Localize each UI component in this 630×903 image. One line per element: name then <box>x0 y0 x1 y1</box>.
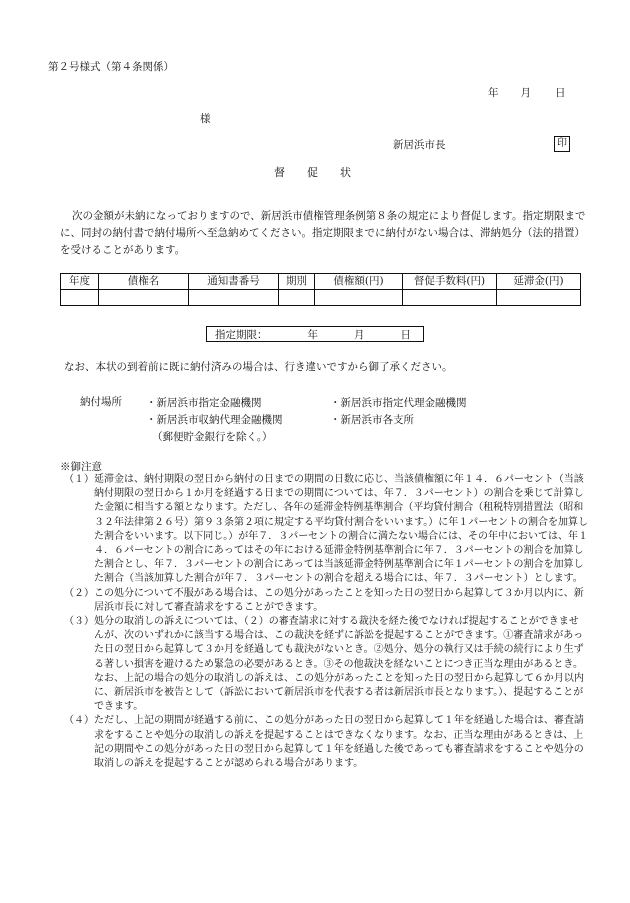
deadline-box <box>206 326 424 342</box>
note-item <box>64 473 588 587</box>
issue-date <box>488 86 566 101</box>
col-header: 延滞金(円) <box>497 274 581 290</box>
table-row <box>61 290 581 306</box>
payment-place-item: ・新居浜市指定代理金融機関 <box>330 397 467 409</box>
table-cell <box>403 290 497 306</box>
col-header: 督促手数料(円) <box>403 274 497 290</box>
payment-place-list <box>146 395 283 446</box>
payment-place-item: ・新居浜市指定金融機関 <box>146 397 262 409</box>
form-number: 第２号様式（第４条関係） <box>48 61 174 73</box>
deadline-label: 指定期限： <box>215 329 268 341</box>
deadline-day: 日 <box>400 329 411 341</box>
issuer-name: 新居浜市長 <box>393 139 446 151</box>
payment-place-item: ・新居浜市各支所 <box>330 414 414 426</box>
date-month: 月 <box>520 87 531 99</box>
col-header: 債権名 <box>99 274 189 290</box>
deadline-month: 月 <box>354 329 365 341</box>
payment-place-item: （郵便貯金銀行を除く。） <box>152 431 273 443</box>
payment-place-item: ・新居浜市収納代理金融機関 <box>146 414 283 426</box>
col-header: 債権額(円) <box>315 274 403 290</box>
col-header: 年度 <box>61 274 99 290</box>
note-text: 処分の取消しの訴えについては、（２）の審査請求に対する裁決を経た後でなければ提起することができませんが、次のいずれかに該当する場合は、この裁決を経ずに訴訟を提起することができます。①審査請求があった日の翌日から起算して３か月を経過しても裁決がないとき。②処分、処分の執行又は手続の続行により生ずる著しい損害を避けるため緊急の必要があるとき。③その他裁決を経ないことにつき正当な理由があるとき。なお、上記の場合の処分の取消しの訴えは、この処分があったことを知った日の翌日から起算して６か月以内に、新居浜市を被告として（訴訟において新居浜市を代表する者は新居浜市長となります。）、提起することができます。 <box>94 616 584 713</box>
table-cell <box>497 290 581 306</box>
seal-mark: 印 <box>554 136 570 152</box>
table-cell <box>315 290 403 306</box>
col-header: 通知書番号 <box>189 274 279 290</box>
note-number: （３） <box>64 616 94 628</box>
note-number: （２） <box>64 587 94 599</box>
note-text: この処分について不服がある場合は、この処分があったことを知った日の翌日から起算して３か月以内に、新居浜市長に対して審査請求をすることができます。 <box>94 587 584 613</box>
note-item <box>64 587 588 615</box>
note-text: ただし、上記の期間が経過する前に、この処分があった日の翌日から起算して１年を経過した場合は、審査請求をすることや処分の取消しの訴えを提起することはできなくなります。なお、正当な理由があるときは、上記の期間やこの処分があった日の翌日から起算して１年を経過した後であっても審査請求をすることや処分の取消しの訴えを提起することが認められる場合があります。 <box>94 715 584 770</box>
intro-paragraph: 次の金額が未納になっておりますので、新居浜市債権管理条例第８条の規定により督促します。指定期限までに、同封の納付書で納付場所へ至急納めてください。指定期限までに納付がない場合は、滞納処分（法的措置）を受けることがあります。 <box>60 210 586 256</box>
claim-table <box>60 273 581 306</box>
document-title: 督促状 <box>274 166 373 179</box>
addressee-suffix: 様 <box>200 113 211 125</box>
deadline-year: 年 <box>307 329 318 341</box>
table-cell <box>279 290 315 306</box>
payment-place-label: 納付場所 <box>80 396 122 408</box>
table-cell <box>61 290 99 306</box>
table-header-row <box>61 274 581 290</box>
notes-heading: ※御注意 <box>60 461 102 473</box>
table-cell <box>99 290 189 306</box>
note-number: （４） <box>64 715 94 727</box>
date-day: 日 <box>555 87 566 99</box>
note-number: （１） <box>64 474 94 485</box>
note-item <box>64 714 588 771</box>
already-paid-note: なお、本状の到着前に既に納付済みの場合は、行き違いですから御了承ください。 <box>64 361 453 373</box>
note-text: 延滞金は、納付期限の翌日から納付の日までの期間の日数に応じ、当該債権額に年１４．６パーセント（当該納付期限の翌日から１か月を経過する日までの期間については、年７．３パーセント）の割合を乗じて計算した金額に相当する額となります。ただし、各年の延滞金特例基準割合（平均貸付割合（租税特別措置法（昭和３２年法律第２６号）第９３条第２項に規定する平均貸付割合をいいます。）に年１パーセントの割合を加算した割合をいいます。以下同じ。）が年７．３パーセントの割合に満たない場合には、その年中においては、年１４．６パーセントの割合にあってはその年における延滞金特例基準割合に年７．３パーセントの割合を加算した割合とし、年７．３パーセントの割合にあっては当該延滞金特例基準割合に年１パーセントの割合を加算した割合（当該加算した割合が年７．３パーセントの割合を超える場合には、年７．３パーセント）とします。 <box>94 474 588 585</box>
note-item <box>64 615 588 714</box>
payment-place-list <box>330 395 467 429</box>
date-year: 年 <box>488 87 499 99</box>
notes-list <box>64 473 588 771</box>
col-header: 期別 <box>279 274 315 290</box>
table-cell <box>189 290 279 306</box>
